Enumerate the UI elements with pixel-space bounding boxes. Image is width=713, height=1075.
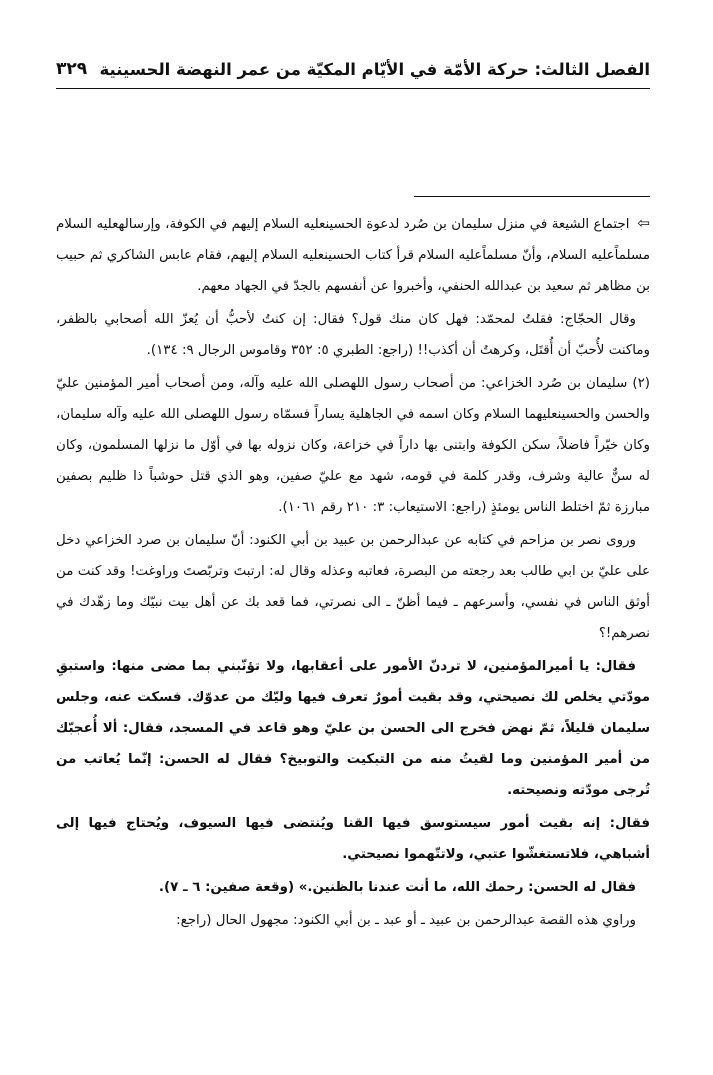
footnote-separator bbox=[414, 196, 650, 197]
footnote-paragraph: وروى نصر بن مزاحم في كتابه عن عبدالرحمن بن عبيد بن أبي الكنود: أنّ سليمان بن صرد الخزاعي دخل على عليّ بن ابي طالب بعد رجعته من البصرة، فعاتبه وعذله وقال له: ارتبتَ وتربّصتَ وراوغت! وقد كنت من أوثق الناس في نفسي، وأسرعهم ـ فيما أظنّ ـ الى نصرتي، فما قعد بك عن أهل بيت نبيّك وما زهّدك في نصرهم!؟ bbox=[56, 533, 650, 641]
footnotes bbox=[56, 208, 650, 938]
footnote-paragraph: فقال له الحسن: رحمك الله، ما أنت عندنا بالظنين.» (وقعة صفين: ٦ ـ ٧). bbox=[158, 880, 636, 895]
footnote-paragraph: وراوي هذه القصة عبدالرحمن بن عبيد ـ أو عبد ـ بن أبي الكنود: مجهول الحال (راجع: bbox=[176, 913, 636, 928]
footnote-paragraph: وقال الحجّاج: فقلتُ لمحمّد: فهل كان منك قول؟ فقال: إن كنتُ لأحبُّ أن يُعزّ الله أصحابي بالظفر، وماكنت لأُحبّ أن أُقتَل، وكرهتُ أن أكذب!! (راجع: الطبري ٥: ٣٥٢ وقاموس الرجال ٩: ١٣٤). bbox=[56, 312, 650, 358]
footnote-paragraph: فقال: يا أميرالمؤمنين، لا تردنّ الأمور على أعقابها، ولا تؤنّبني بما مضى منها: واستبقِ مودّتي يخلص لك نصيحتي، وقد بقيت أمورٌ تعرف فيها وليّك من عدوّك. فسكت عنه، وجلس سليمان قليلاً، ثمّ نهض فخرج الى الحسن بن عليّ وهو قاعد في المسجد، فقال: ألا أُعجبّك من أمير المؤمنين وما لقيتُ منه من التبكيت والتوبيخ؟ فقال له الحسن: إنّما يُعاتب من تُرجى مودّته ونصيحته. bbox=[56, 659, 650, 798]
continuation-arrow-icon: ⇦ bbox=[637, 214, 650, 232]
running-header bbox=[56, 52, 650, 86]
header-rule bbox=[56, 88, 650, 89]
footnote-paragraph: (٢) سليمان بن صُرد الخزاعي: من أصحاب رسول اللهصلى الله عليه وآله، ومن أصحاب أمير المؤمنين عليّ والحسن والحسينعليهما السلام وكان اسمه في الجاهلية يساراً فسمّاه رسول اللهصلى الله عليه وآله سليمان، وكان خيّراً فاضلاً، سكن الكوفة وابتنى بها داراً في خزاعة، وكان نزوله بها في أوّل ما نزلها المسلمون، وكان له سنٌّ عالية وشرف، وقدر كلمة في قومه، شهد مع عليّ صفين، وهو الذي قتل حوشباً ذا ظليم بصفين مبارزة ثمّ اختلط الناس يومئذٍ (راجع: الاستيعاب: ٣: ٢١٠ رقم ١٠٦١). bbox=[56, 376, 650, 515]
running-title bbox=[100, 60, 650, 79]
footnote-paragraph: ⇦اجتماع الشيعة في منزل سليمان بن صُرد لدعوة الحسينعليه السلام إليهم في الكوفة، وإرسالهعليه السلام مسلماًعليه السلام، وأنّ مسلماًعليه السلام قرأ كتاب الحسينعليه السلام إليهم، فقام عابس الشاكري ثم حبيب بن مظاهر ثم سعيد بن عبدالله الحنفي، وأخبروا عن أنفسهم بالجدّ في الجهاد معهم. bbox=[56, 208, 650, 302]
chapter-title: : حركة الأمّة في الأيّام المكيّة من عمر النهضة الحسينية bbox=[99, 59, 542, 79]
footnote-paragraph: فقال: إنه بقيت أمور سيستوسق فيها القنا ويُنتضى فيها السيوف، ويُحتاج فيها إلى أشباهي، فلاتستغشّوا عتبي، ولاتتّهموا نصيحتي. bbox=[56, 816, 650, 862]
page-number: ٣٢٩ bbox=[56, 59, 88, 79]
chapter-label: الفصل الثالث bbox=[541, 59, 650, 79]
